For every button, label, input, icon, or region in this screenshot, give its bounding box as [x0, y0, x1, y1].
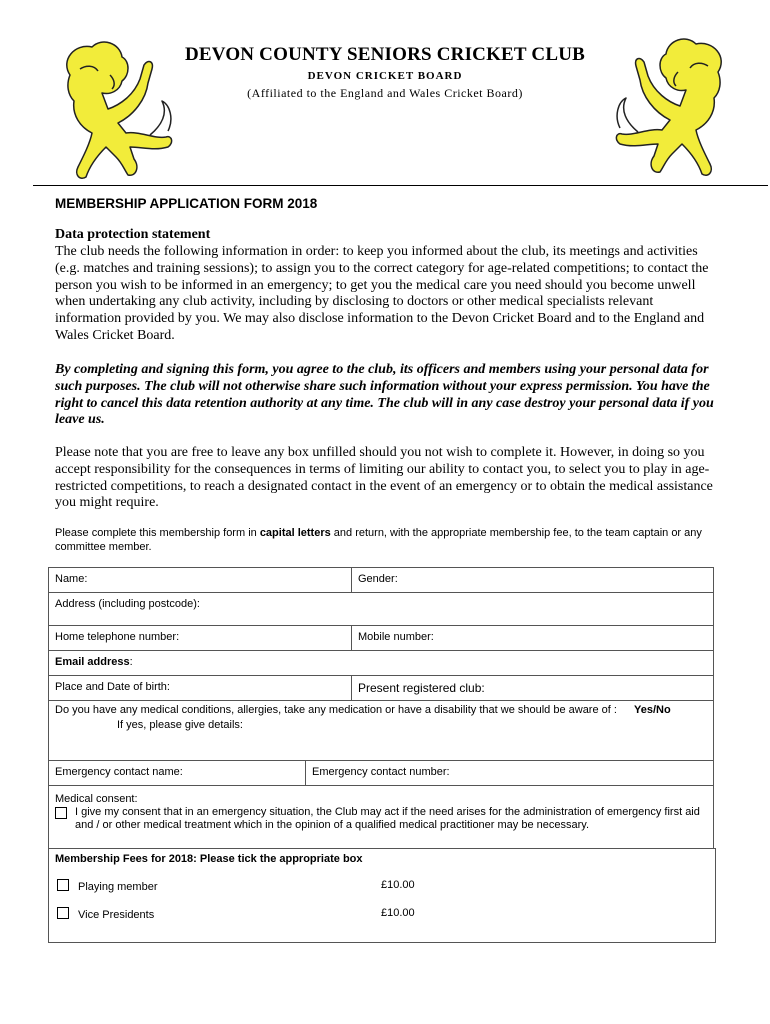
fee-option-playing	[57, 879, 707, 893]
instructions	[55, 526, 715, 554]
mobile-label: Mobile number:	[358, 631, 434, 643]
instructions-text: Please complete this membership form in	[55, 527, 260, 539]
gender-field[interactable]	[351, 568, 713, 592]
emergency-number-field[interactable]	[305, 761, 713, 785]
consent-label: Medical consent:	[55, 793, 138, 805]
vice-presidents-checkbox[interactable]	[57, 907, 69, 919]
home-phone-field[interactable]	[49, 626, 351, 650]
row-birth-club	[48, 675, 714, 700]
instructions-text-end: and return, with the appropriate membership fee, to the team captain or any committee member.	[55, 527, 702, 553]
consent-agreement-paragraph: By completing and signing this form, you agree to the club, its officers and members using your personal data for such purposes. The club will not otherwise share such information without your express permission. You have the right to cancel this data retention authority at any time. The club will in any case destroy your personal data if you leave us.	[55, 362, 714, 428]
instructions-emphasis: capital letters	[259, 527, 331, 539]
email-field[interactable]	[48, 650, 714, 675]
email-colon: :	[129, 656, 133, 668]
fee-label: Playing member	[78, 881, 158, 893]
row-name-gender	[48, 567, 714, 592]
email-label: Email address	[55, 656, 130, 668]
emergency-name-field[interactable]	[49, 761, 305, 785]
name-field[interactable]	[49, 568, 351, 592]
medical-question: Do you have any medical conditions, allergies, take any medication or have a disability that we should be aware of :	[55, 704, 617, 716]
form-title: MEMBERSHIP APPLICATION FORM 2018	[55, 196, 318, 211]
emergency-name-label: Emergency contact name:	[55, 766, 183, 778]
board-name: DEVON CRICKET BOARD	[307, 70, 463, 82]
address-field[interactable]	[48, 592, 714, 625]
fee-option-vice-presidents	[57, 907, 707, 921]
medical-conditions-field[interactable]	[48, 700, 714, 760]
membership-fees-section	[48, 848, 716, 943]
data-protection-paragraph: The club needs the following information in order: to keep you informed about the club, its meetings and activities (e.g. matches and training sessions); to assign you to the correct category for age-related competitions; to contact the person you wish to be informed in an emergency; to get you the medical care you need should you become unwell when undertaking any club activity, including by disclosing to doctors or other medical specialists relevant information provided by you. We may also disclose information to the Devon Cricket Board and to the England and Wales Cricket Board.	[55, 244, 709, 343]
consent-checkbox[interactable]	[55, 807, 67, 819]
consent-text: I give my consent that in an emergency situation, the Club may act if the need arises for the administration of emergency first aid and / or other medical treatment which in the opinion of a qualified medical practitioner may be necessary.	[75, 806, 700, 831]
yes-no-option[interactable]: Yes/No	[634, 704, 671, 716]
fees-heading: Membership Fees for 2018: Please tick the appropriate box	[55, 853, 363, 865]
unfilled-box-note: Please note that you are free to leave any box unfilled should you not wish to complete it. However, in doing so you accept responsibility for the consequences in terms of limiting our ability to contact you, to select you to play in age-restricted competitions, to reach a designated contact in the event of an emergency or to obtain the medical assistance you might require.	[55, 445, 713, 511]
emergency-number-label: Emergency contact number:	[312, 766, 450, 778]
home-phone-label: Home telephone number:	[55, 631, 180, 643]
details-label: If yes, please give details:	[117, 719, 243, 731]
birth-field[interactable]	[49, 676, 351, 700]
row-phones	[48, 625, 714, 650]
row-emergency	[48, 760, 714, 785]
mobile-field[interactable]	[351, 626, 713, 650]
fee-label: Vice Presidents	[78, 909, 155, 921]
club-label: Present registered club:	[358, 681, 485, 695]
address-label: Address (including postcode):	[55, 598, 200, 610]
fee-price: £10.00	[381, 907, 415, 919]
data-protection-heading: Data protection statement	[55, 227, 211, 242]
affiliation-note: (Affiliated to the England and Wales Cricket Board)	[247, 86, 523, 100]
birth-label: Place and Date of birth:	[55, 681, 170, 693]
medical-consent-section	[48, 785, 714, 849]
club-field[interactable]	[351, 676, 713, 700]
name-label: Name:	[55, 573, 88, 585]
fee-price: £10.00	[381, 879, 415, 891]
playing-member-checkbox[interactable]	[57, 879, 69, 891]
gender-label: Gender:	[358, 573, 398, 585]
club-name: DEVON COUNTY SENIORS CRICKET CLUB	[184, 44, 585, 65]
header-divider	[33, 185, 768, 186]
